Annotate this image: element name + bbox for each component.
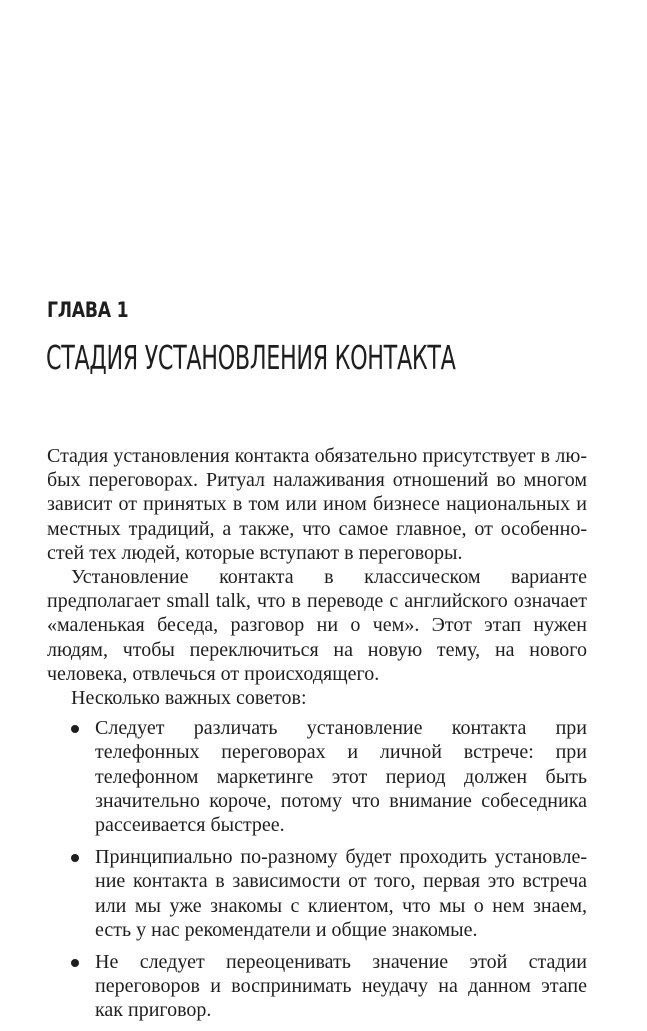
tip-text: Следует различать установление контакта при телефонных переговорах и личной встрече: при телефонном маркетинге этот период должен быть значительно короче, потому что внимание собеседника рассеивается быстрее. <box>95 717 587 837</box>
chapter-body <box>47 444 587 1031</box>
tip-text: Принципиально по-разному будет проходить установление контакта в зависимости от того, первая это встреча или мы уже знакомы с клиентом, что мы о нем знаем, есть у нас рекомендатели и общие знакомые. <box>95 846 587 941</box>
tips-list <box>47 716 587 1022</box>
chapter-label: ГЛАВА 1 <box>47 298 129 322</box>
bullet-icon <box>71 725 79 733</box>
tip-item <box>47 845 587 942</box>
chapter-title: СТАДИЯ УСТАНОВЛЕНИЯ КОНТАКТА <box>46 338 456 377</box>
paragraph-intro: Стадия установления контакта обязательно присутствует в любых переговорах. Ритуал налаживания отношений во многом зависит от принятых в том или ином бизнесе национальных и местных традиций, а также, что самое главное, от особенностей тех людей, которые вступают в переговоры. <box>47 445 587 564</box>
tip-item <box>47 716 587 837</box>
paragraph-small-talk: Установление контакта в классическом варианте предполагает small talk, что в переводе с английского означает «маленькая беседа, разговор ни о чем». Этот этап нужен людям, чтобы переключиться на новую тему, на нового человека, отвлечься от происходящего. <box>47 566 587 685</box>
bullet-icon <box>71 959 79 967</box>
bullet-icon <box>71 854 79 862</box>
tip-text: Не следует переоценивать значение этой стадии переговоров и воспринимать неудачу на данном этапе как приговор. <box>95 951 587 1022</box>
tip-item <box>47 950 587 1023</box>
tips-intro: Несколько важных советов: <box>71 687 307 710</box>
